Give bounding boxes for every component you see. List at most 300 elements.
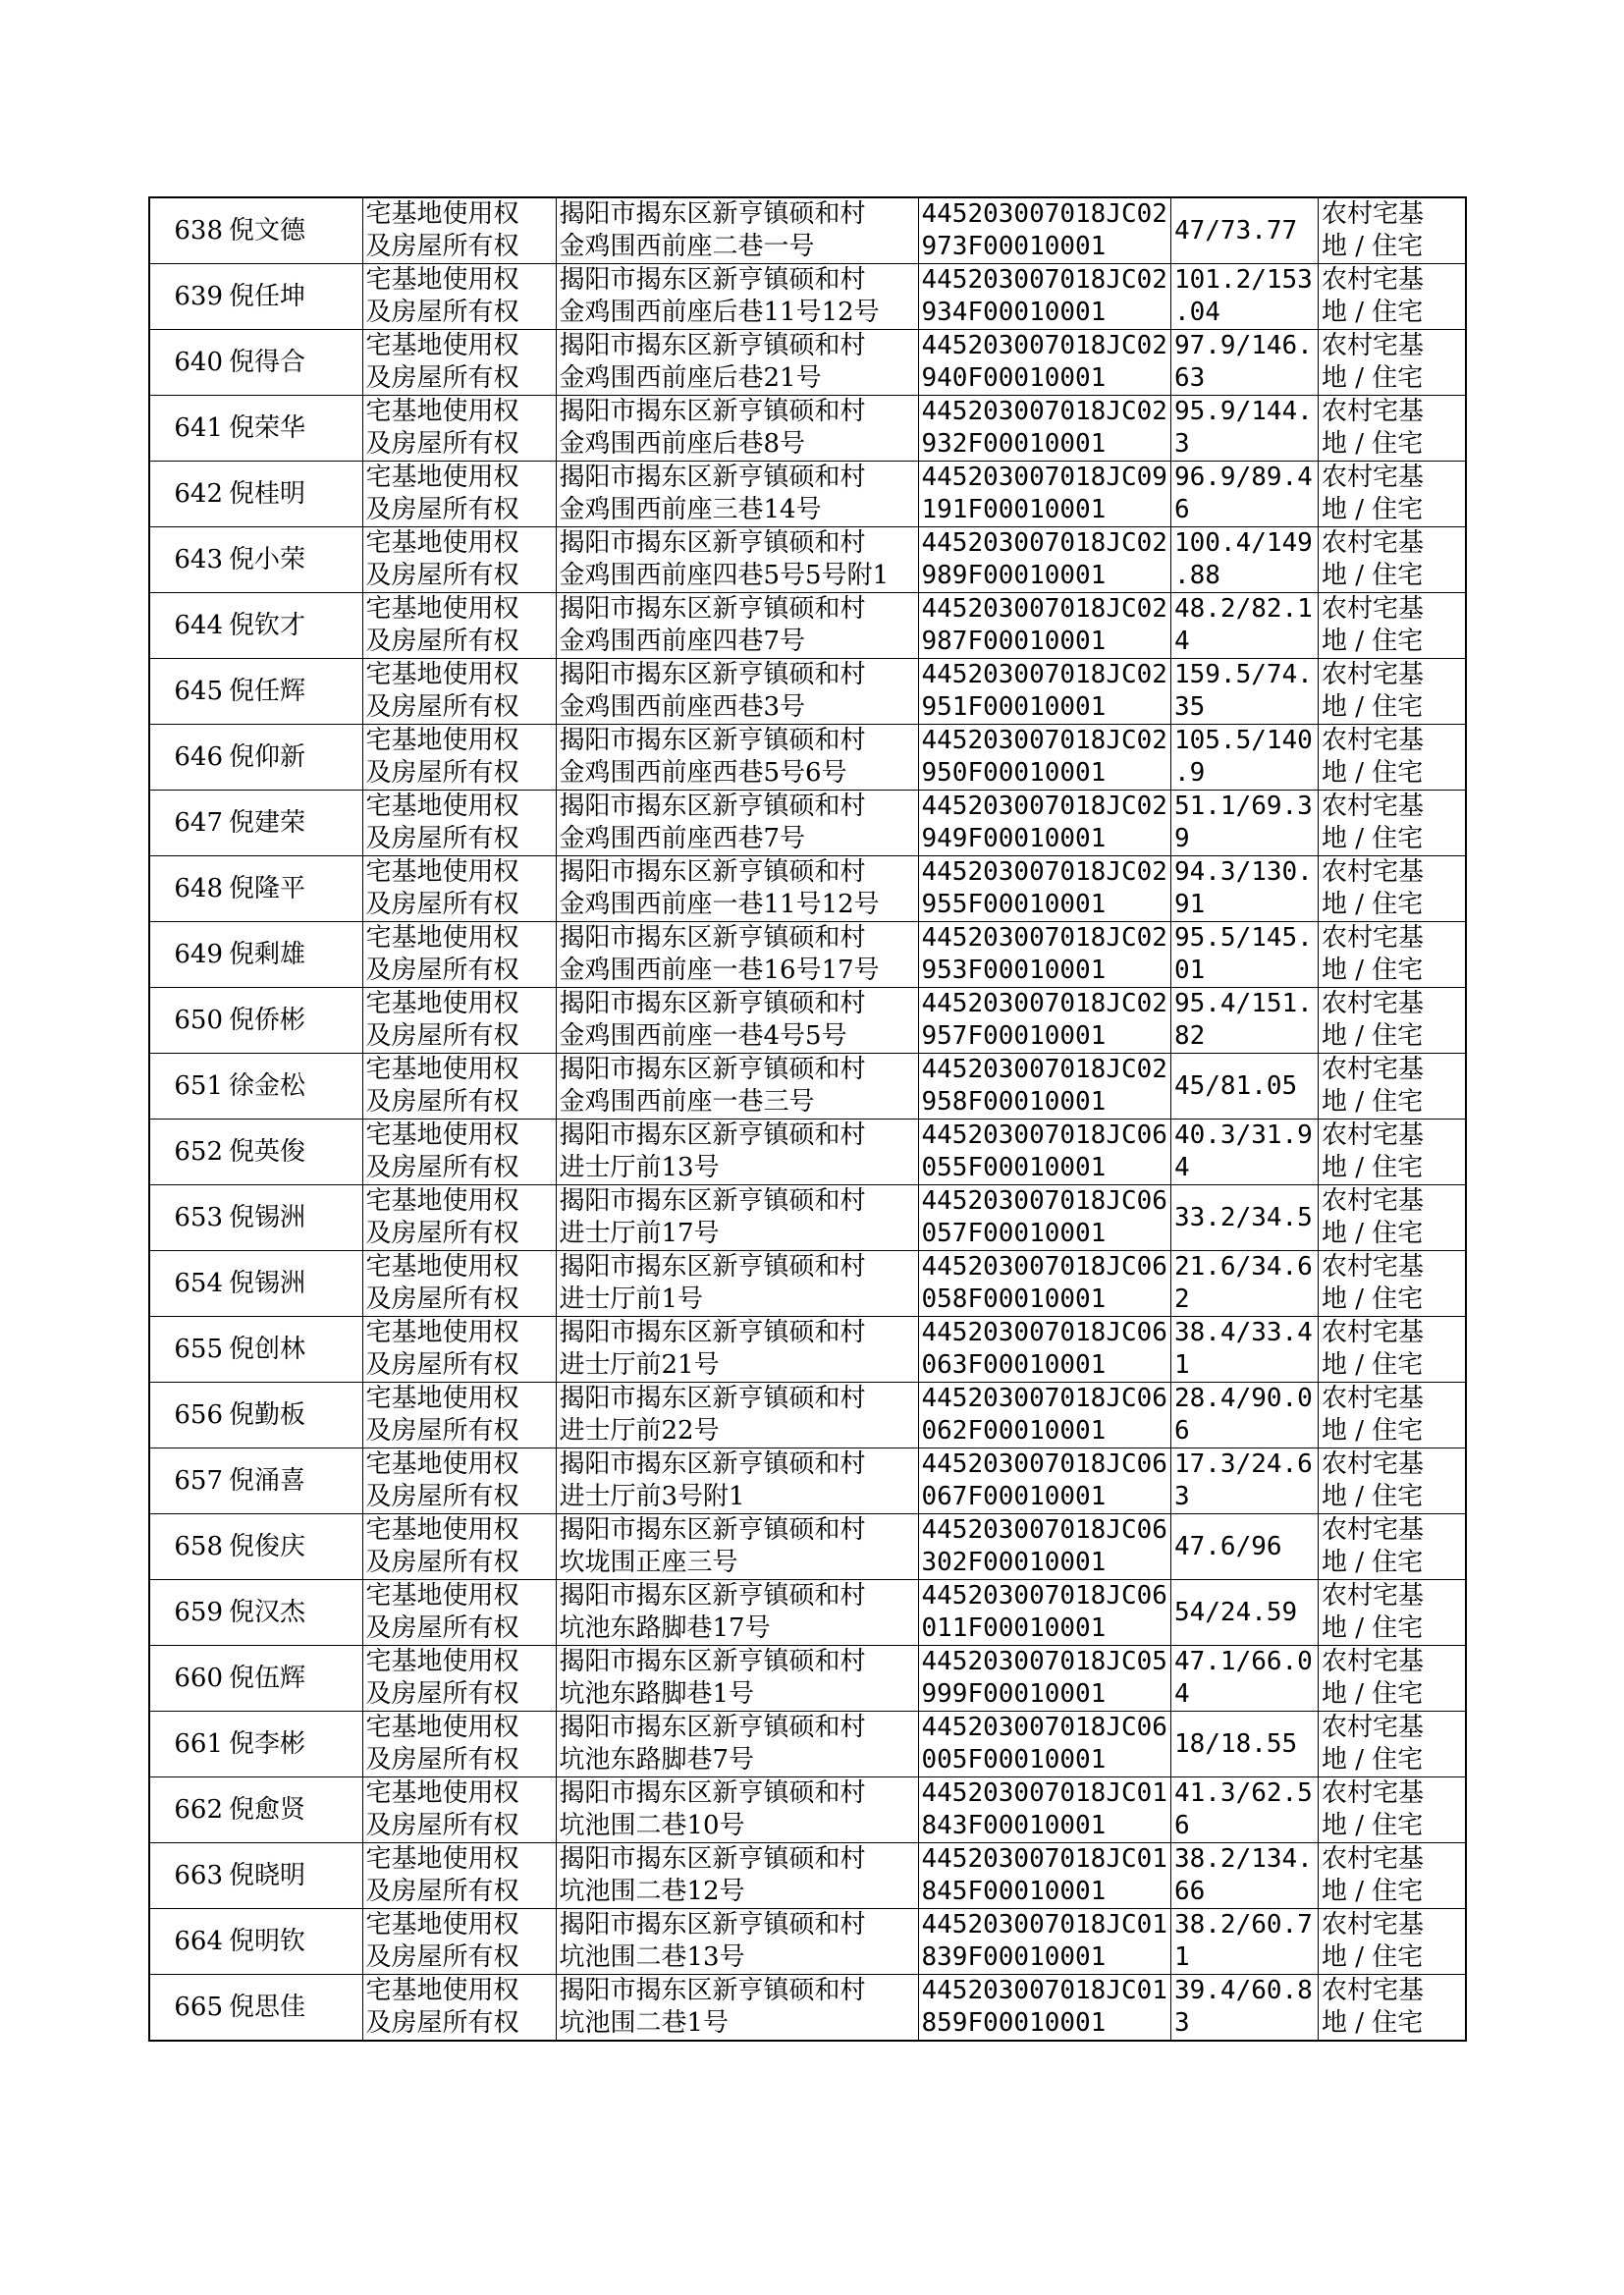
area-value: 3 [1173, 1482, 1190, 1511]
area-value-cell [1170, 1251, 1318, 1317]
property-address-cell [556, 1185, 918, 1251]
land-use-cell [1318, 264, 1466, 330]
land-use-cell [1318, 330, 1466, 396]
area-value: 38.2/134. [1173, 1844, 1313, 1874]
land-use-cell [1318, 1054, 1466, 1120]
owner-name-cell: 倪明钦 [226, 1909, 362, 1975]
area-value: 63 [1173, 363, 1206, 393]
property-address: 进士厅前13号 [559, 1153, 720, 1182]
unit-code: 445203007018JC09 [921, 463, 1167, 492]
table-row [149, 330, 1466, 396]
right-type: 及房屋所有权 [365, 1613, 519, 1643]
property-address-cell [556, 1448, 918, 1514]
unit-code: 973F00010001 [921, 232, 1107, 261]
land-use-cell [1318, 1909, 1466, 1975]
land-use: 地 / 住宅 [1321, 429, 1424, 459]
property-address: 金鸡围西前座一巷16号17号 [559, 956, 880, 985]
owner-name-cell: 倪锡洲 [226, 1251, 362, 1317]
unit-code: 445203007018JC06 [921, 1186, 1167, 1216]
owner-name-cell: 倪锡洲 [226, 1185, 362, 1251]
table-row [149, 527, 1466, 593]
table-row [149, 1646, 1466, 1712]
table-row [149, 1383, 1466, 1448]
right-type: 及房屋所有权 [365, 627, 519, 656]
unit-code-cell [918, 1646, 1170, 1712]
table-row [149, 1975, 1466, 2042]
table-row [149, 1317, 1466, 1383]
property-address: 揭阳市揭东区新亨镇硕和村 [559, 1844, 866, 1874]
land-use: 地 / 住宅 [1321, 890, 1424, 919]
area-value: 17.3/24.6 [1173, 1449, 1313, 1479]
row-number-cell: 651 [149, 1054, 226, 1120]
property-address: 揭阳市揭东区新亨镇硕和村 [559, 397, 866, 426]
land-use-cell [1318, 1317, 1466, 1383]
land-use: 地 / 住宅 [1321, 1153, 1424, 1182]
property-address: 金鸡围西前座后巷8号 [559, 429, 806, 459]
property-address-cell [556, 330, 918, 396]
row-number-cell: 645 [149, 659, 226, 725]
property-address-cell [556, 1383, 918, 1448]
area-value: 4 [1173, 1679, 1190, 1709]
area-value: 4 [1173, 627, 1190, 656]
property-address: 揭阳市揭东区新亨镇硕和村 [559, 1055, 866, 1084]
owner-name-cell: 倪任辉 [226, 659, 362, 725]
unit-code: 845F00010001 [921, 1877, 1107, 1906]
land-use: 地 / 住宅 [1321, 2008, 1424, 2038]
unit-code: 445203007018JC02 [921, 594, 1167, 624]
property-address-cell [556, 593, 918, 659]
right-type: 宅基地使用权 [365, 923, 519, 953]
unit-code-cell [918, 1843, 1170, 1909]
unit-code: 011F00010001 [921, 1613, 1107, 1643]
land-use: 农村宅基 [1321, 1647, 1424, 1676]
right-type-cell [362, 1514, 556, 1580]
land-use: 地 / 住宅 [1321, 1877, 1424, 1906]
row-number-cell: 654 [149, 1251, 226, 1317]
area-value: 54/24.59 [1173, 1597, 1298, 1627]
land-use: 农村宅基 [1321, 923, 1424, 953]
unit-code: 445203007018JC01 [921, 1844, 1167, 1874]
owner-name-cell: 倪思佳 [226, 1975, 362, 2042]
right-type: 及房屋所有权 [365, 1021, 519, 1051]
land-use: 地 / 住宅 [1321, 298, 1424, 327]
unit-code: 445203007018JC02 [921, 989, 1167, 1018]
right-type: 宅基地使用权 [365, 528, 519, 558]
property-address-cell [556, 1251, 918, 1317]
right-type: 宅基地使用权 [365, 1055, 519, 1084]
property-address: 坑池围二巷10号 [559, 1811, 745, 1840]
unit-code: 445203007018JC02 [921, 528, 1167, 558]
property-address: 金鸡围西前座后巷21号 [559, 363, 822, 393]
land-use-cell [1318, 1185, 1466, 1251]
owner-name-cell: 倪侨彬 [226, 988, 362, 1054]
unit-code: 958F00010001 [921, 1087, 1107, 1117]
unit-code: 445203007018JC06 [921, 1120, 1167, 1150]
unit-code: 955F00010001 [921, 890, 1107, 919]
unit-code-cell [918, 1580, 1170, 1646]
row-number-cell: 638 [149, 197, 226, 264]
land-use: 农村宅基 [1321, 857, 1424, 887]
right-type-cell [362, 330, 556, 396]
right-type: 宅基地使用权 [365, 265, 519, 295]
land-use-cell [1318, 462, 1466, 527]
area-value-cell [1170, 988, 1318, 1054]
unit-code: 999F00010001 [921, 1679, 1107, 1709]
right-type: 宅基地使用权 [365, 1318, 519, 1347]
area-value: .88 [1173, 561, 1220, 590]
right-type: 宅基地使用权 [365, 792, 519, 821]
property-address-cell [556, 988, 918, 1054]
land-use: 地 / 住宅 [1321, 1284, 1424, 1314]
area-value: 9 [1173, 824, 1190, 853]
property-address: 坑池东路脚巷7号 [559, 1745, 755, 1775]
owner-name-cell: 徐金松 [226, 1054, 362, 1120]
land-use-cell [1318, 922, 1466, 988]
land-use-cell [1318, 197, 1466, 264]
land-use: 地 / 住宅 [1321, 232, 1424, 261]
owner-name-cell: 倪小荣 [226, 527, 362, 593]
right-type-cell [362, 197, 556, 264]
land-use: 农村宅基 [1321, 199, 1424, 229]
unit-code-cell [918, 1120, 1170, 1185]
row-number-cell: 639 [149, 264, 226, 330]
area-value-cell [1170, 1120, 1318, 1185]
property-address: 揭阳市揭东区新亨镇硕和村 [559, 1581, 866, 1611]
right-type: 及房屋所有权 [365, 232, 519, 261]
row-number-cell: 663 [149, 1843, 226, 1909]
area-value-cell [1170, 1909, 1318, 1975]
area-value: 95.4/151. [1173, 989, 1313, 1018]
right-type: 及房屋所有权 [365, 1548, 519, 1577]
right-type: 宅基地使用权 [365, 1910, 519, 1940]
right-type-cell [362, 1120, 556, 1185]
property-address: 揭阳市揭东区新亨镇硕和村 [559, 1713, 866, 1742]
property-address: 金鸡围西前座西巷3号 [559, 692, 806, 722]
property-address-cell [556, 1054, 918, 1120]
property-address: 金鸡围西前座西巷5号6号 [559, 758, 847, 788]
row-number-cell: 664 [149, 1909, 226, 1975]
property-registry-table [148, 196, 1467, 2042]
property-address: 坑池东路脚巷1号 [559, 1679, 755, 1709]
land-use-cell [1318, 791, 1466, 856]
table-row [149, 396, 1466, 462]
land-use: 农村宅基 [1321, 463, 1424, 492]
area-value: 2 [1173, 1284, 1190, 1314]
unit-code: 445203007018JC01 [921, 1976, 1167, 2005]
right-type: 及房屋所有权 [365, 1416, 519, 1446]
property-address: 揭阳市揭东区新亨镇硕和村 [559, 1120, 866, 1150]
owner-name-cell: 倪伍辉 [226, 1646, 362, 1712]
land-use: 地 / 住宅 [1321, 1679, 1424, 1709]
land-use: 农村宅基 [1321, 1384, 1424, 1413]
area-value-cell [1170, 725, 1318, 791]
property-address-cell [556, 1514, 918, 1580]
unit-code: 445203007018JC06 [921, 1384, 1167, 1413]
unit-code: 843F00010001 [921, 1811, 1107, 1840]
owner-name-cell: 倪俊庆 [226, 1514, 362, 1580]
right-type: 及房屋所有权 [365, 1284, 519, 1314]
table-row [149, 1054, 1466, 1120]
land-use: 地 / 住宅 [1321, 1548, 1424, 1577]
land-use: 农村宅基 [1321, 1186, 1424, 1216]
right-type-cell [362, 593, 556, 659]
area-value-cell [1170, 1514, 1318, 1580]
land-use: 地 / 住宅 [1321, 956, 1424, 985]
unit-code: 445203007018JC02 [921, 792, 1167, 821]
area-value-cell [1170, 396, 1318, 462]
property-address: 揭阳市揭东区新亨镇硕和村 [559, 726, 866, 755]
land-use-cell [1318, 1843, 1466, 1909]
unit-code-cell [918, 1448, 1170, 1514]
right-type: 及房屋所有权 [365, 1679, 519, 1709]
unit-code-cell [918, 527, 1170, 593]
area-value: 96.9/89.4 [1173, 463, 1313, 492]
property-address: 金鸡围西前座一巷4号5号 [559, 1021, 847, 1051]
right-type: 宅基地使用权 [365, 397, 519, 426]
area-value-cell [1170, 197, 1318, 264]
property-address: 揭阳市揭东区新亨镇硕和村 [559, 463, 866, 492]
land-use: 地 / 住宅 [1321, 363, 1424, 393]
right-type: 宅基地使用权 [365, 1778, 519, 1808]
property-address: 揭阳市揭东区新亨镇硕和村 [559, 594, 866, 624]
unit-code-cell [918, 659, 1170, 725]
owner-name-cell: 倪愈贤 [226, 1777, 362, 1843]
unit-code-cell [918, 988, 1170, 1054]
land-use: 农村宅基 [1321, 1910, 1424, 1940]
right-type-cell [362, 856, 556, 922]
table-row [149, 725, 1466, 791]
row-number-cell: 662 [149, 1777, 226, 1843]
area-value-cell [1170, 1383, 1318, 1448]
property-address-cell [556, 659, 918, 725]
owner-name-cell: 倪李彬 [226, 1712, 362, 1777]
unit-code: 445203007018JC01 [921, 1778, 1167, 1808]
unit-code: 062F00010001 [921, 1416, 1107, 1446]
area-value: 40.3/31.9 [1173, 1120, 1313, 1150]
area-value-cell [1170, 1580, 1318, 1646]
property-address: 揭阳市揭东区新亨镇硕和村 [559, 528, 866, 558]
area-value-cell [1170, 330, 1318, 396]
land-use: 农村宅基 [1321, 1778, 1424, 1808]
row-number-cell: 640 [149, 330, 226, 396]
row-number-cell: 641 [149, 396, 226, 462]
unit-code-cell [918, 1777, 1170, 1843]
area-value-cell [1170, 1054, 1318, 1120]
right-type: 及房屋所有权 [365, 956, 519, 985]
owner-name-cell: 倪创林 [226, 1317, 362, 1383]
property-address-cell [556, 1317, 918, 1383]
property-address: 揭阳市揭东区新亨镇硕和村 [559, 1384, 866, 1413]
row-number-cell: 647 [149, 791, 226, 856]
property-address-cell [556, 1843, 918, 1909]
land-use: 地 / 住宅 [1321, 1942, 1424, 1972]
right-type: 及房屋所有权 [365, 1482, 519, 1511]
property-address: 进士厅前21号 [559, 1350, 720, 1380]
property-address-cell [556, 922, 918, 988]
right-type: 宅基地使用权 [365, 660, 519, 689]
area-value: 51.1/69.3 [1173, 792, 1313, 821]
area-value: 101.2/153 [1173, 265, 1313, 295]
area-value: 39.4/60.8 [1173, 1976, 1313, 2005]
unit-code: 191F00010001 [921, 495, 1107, 524]
table-row [149, 462, 1466, 527]
area-value: 6 [1173, 1811, 1190, 1840]
land-use-cell [1318, 1712, 1466, 1777]
area-value: 95.9/144. [1173, 397, 1313, 426]
right-type: 及房屋所有权 [365, 495, 519, 524]
table-body [149, 197, 1466, 2041]
right-type: 及房屋所有权 [365, 429, 519, 459]
property-address: 金鸡围西前座一巷11号12号 [559, 890, 880, 919]
unit-code-cell [918, 197, 1170, 264]
property-address: 坎垅围正座三号 [559, 1548, 738, 1577]
owner-name-cell: 倪建荣 [226, 791, 362, 856]
area-value: 94.3/130. [1173, 857, 1313, 887]
land-use: 地 / 住宅 [1321, 1087, 1424, 1117]
unit-code: 940F00010001 [921, 363, 1107, 393]
unit-code: 445203007018JC02 [921, 331, 1167, 360]
area-value: 100.4/149 [1173, 528, 1313, 558]
land-use: 农村宅基 [1321, 1515, 1424, 1545]
property-address: 进士厅前3号附1 [559, 1482, 745, 1511]
table-row [149, 1120, 1466, 1185]
owner-name-cell: 倪桂明 [226, 462, 362, 527]
area-value-cell [1170, 462, 1318, 527]
land-use-cell [1318, 1777, 1466, 1843]
unit-code: 445203007018JC02 [921, 397, 1167, 426]
land-use: 农村宅基 [1321, 989, 1424, 1018]
right-type: 及房屋所有权 [365, 2008, 519, 2038]
right-type: 宅基地使用权 [365, 1186, 519, 1216]
land-use-cell [1318, 659, 1466, 725]
right-type: 宅基地使用权 [365, 989, 519, 1018]
right-type-cell [362, 1317, 556, 1383]
unit-code: 445203007018JC02 [921, 265, 1167, 295]
property-address: 揭阳市揭东区新亨镇硕和村 [559, 1449, 866, 1479]
right-type: 宅基地使用权 [365, 1120, 519, 1150]
property-address-cell [556, 197, 918, 264]
land-use: 农村宅基 [1321, 1252, 1424, 1282]
owner-name-cell: 倪剩雄 [226, 922, 362, 988]
land-use: 地 / 住宅 [1321, 758, 1424, 788]
unit-code-cell [918, 1383, 1170, 1448]
right-type-cell [362, 659, 556, 725]
land-use: 农村宅基 [1321, 1449, 1424, 1479]
unit-code: 445203007018JC06 [921, 1449, 1167, 1479]
right-type-cell [362, 1843, 556, 1909]
unit-code: 445203007018JC02 [921, 660, 1167, 689]
area-value: 33.2/34.5 [1173, 1202, 1313, 1232]
right-type-cell [362, 1448, 556, 1514]
land-use: 地 / 住宅 [1321, 1811, 1424, 1840]
land-use: 地 / 住宅 [1321, 561, 1424, 590]
table-row [149, 988, 1466, 1054]
area-value-cell [1170, 1646, 1318, 1712]
right-type: 及房屋所有权 [365, 363, 519, 393]
property-address: 坑池围二巷1号 [559, 2008, 730, 2038]
right-type-cell [362, 791, 556, 856]
property-address: 金鸡围西前座四巷5号5号附1 [559, 561, 890, 590]
table-row [149, 1185, 1466, 1251]
property-address-cell [556, 1712, 918, 1777]
land-use-cell [1318, 593, 1466, 659]
property-address-cell [556, 1975, 918, 2042]
area-value: 18/18.55 [1173, 1728, 1298, 1759]
table-row [149, 922, 1466, 988]
land-use: 农村宅基 [1321, 660, 1424, 689]
row-number-cell: 656 [149, 1383, 226, 1448]
land-use: 地 / 住宅 [1321, 1482, 1424, 1511]
property-address: 坑池东路脚巷17号 [559, 1613, 771, 1643]
land-use: 地 / 住宅 [1321, 1219, 1424, 1248]
area-value-cell [1170, 659, 1318, 725]
unit-code-cell [918, 1185, 1170, 1251]
table-row [149, 1448, 1466, 1514]
unit-code: 950F00010001 [921, 758, 1107, 788]
property-address-cell [556, 791, 918, 856]
land-use-cell [1318, 1120, 1466, 1185]
right-type: 宅基地使用权 [365, 594, 519, 624]
land-use: 农村宅基 [1321, 397, 1424, 426]
right-type-cell [362, 396, 556, 462]
unit-code: 067F00010001 [921, 1482, 1107, 1511]
table-row [149, 1843, 1466, 1909]
unit-code-cell [918, 462, 1170, 527]
right-type-cell [362, 527, 556, 593]
land-use-cell [1318, 1975, 1466, 2042]
area-value: 47/73.77 [1173, 215, 1298, 246]
land-use: 农村宅基 [1321, 1318, 1424, 1347]
land-use: 农村宅基 [1321, 1581, 1424, 1611]
land-use: 地 / 住宅 [1321, 1745, 1424, 1775]
unit-code-cell [918, 1712, 1170, 1777]
table-row [149, 1514, 1466, 1580]
unit-code-cell [918, 1975, 1170, 2042]
property-address: 揭阳市揭东区新亨镇硕和村 [559, 923, 866, 953]
land-use: 农村宅基 [1321, 528, 1424, 558]
right-type: 宅基地使用权 [365, 463, 519, 492]
right-type: 及房屋所有权 [365, 824, 519, 853]
table-row [149, 1777, 1466, 1843]
area-value-cell [1170, 1317, 1318, 1383]
row-number-cell: 653 [149, 1185, 226, 1251]
property-address-cell [556, 1777, 918, 1843]
right-type: 及房屋所有权 [365, 298, 519, 327]
property-address: 坑池围二巷12号 [559, 1877, 745, 1906]
row-number-cell: 648 [149, 856, 226, 922]
area-value: 4 [1173, 1153, 1190, 1182]
property-address: 揭阳市揭东区新亨镇硕和村 [559, 265, 866, 295]
table-row [149, 197, 1466, 264]
table-row [149, 659, 1466, 725]
property-address-cell [556, 1909, 918, 1975]
property-address-cell [556, 725, 918, 791]
area-value: .04 [1173, 298, 1220, 327]
property-address-cell [556, 527, 918, 593]
right-type-cell [362, 725, 556, 791]
table-row [149, 1580, 1466, 1646]
unit-code: 445203007018JC02 [921, 1055, 1167, 1084]
row-number-cell: 642 [149, 462, 226, 527]
land-use: 农村宅基 [1321, 1976, 1424, 2005]
area-value: 35 [1173, 692, 1206, 722]
property-address: 揭阳市揭东区新亨镇硕和村 [559, 1318, 866, 1347]
unit-code: 987F00010001 [921, 627, 1107, 656]
unit-code-cell [918, 1054, 1170, 1120]
row-number-cell: 644 [149, 593, 226, 659]
area-value-cell [1170, 593, 1318, 659]
row-number-cell: 657 [149, 1448, 226, 1514]
